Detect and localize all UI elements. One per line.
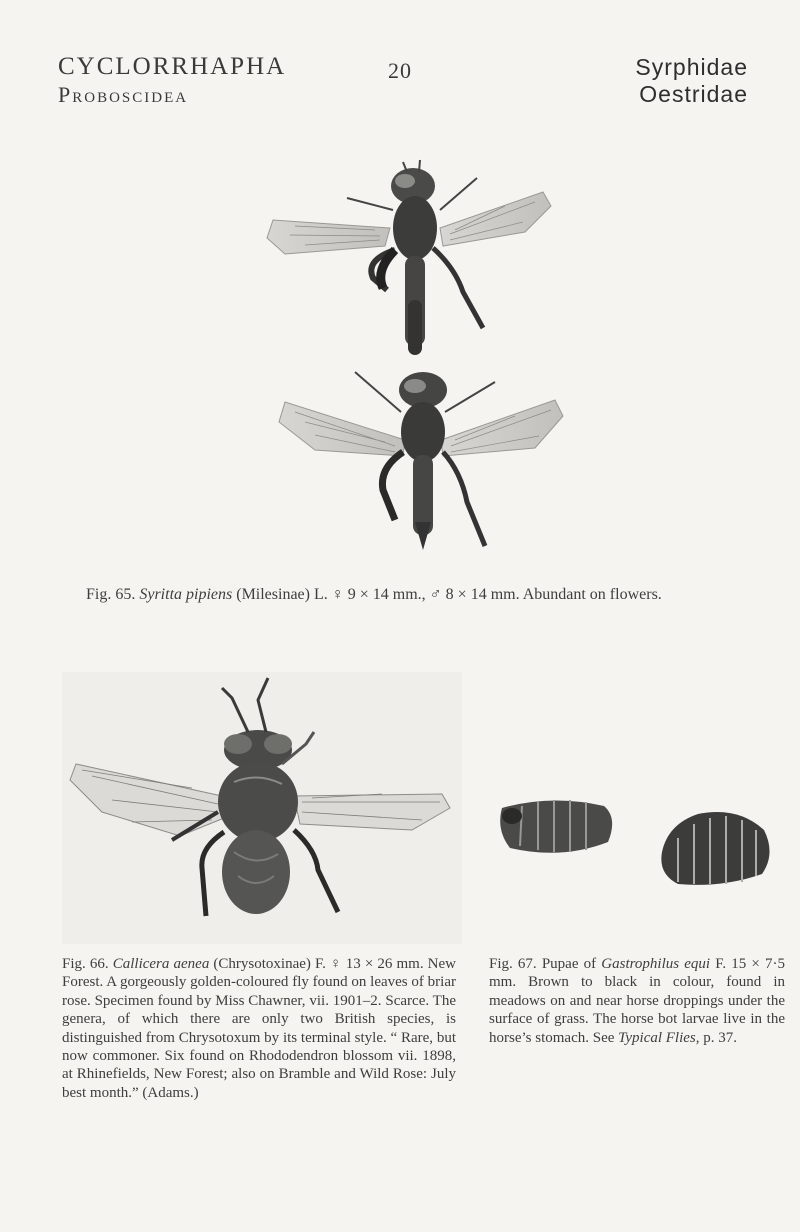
fig67-species: Gastrophilus equi [601, 956, 711, 972]
order-title: CYCLORRHAPHA [58, 53, 287, 80]
suborder-title: Proboscidea [58, 82, 189, 107]
fig67-label: Fig. 67. [489, 956, 537, 972]
fig65-caption [86, 586, 746, 604]
pupa-left [500, 800, 612, 853]
fig66-plate [62, 672, 462, 944]
running-head-right [635, 54, 748, 108]
gastrophilus-pupae-photo [492, 790, 782, 900]
fig65-plate [255, 150, 575, 560]
syritta-male [279, 372, 563, 550]
fig67-plate [492, 790, 782, 900]
fig67-text-3: , p. 37. [695, 1029, 738, 1046]
fig66-species: Callicera aenea [112, 956, 210, 972]
fig66-caption [62, 955, 456, 1102]
callicera-aenea-photo [62, 672, 462, 944]
family-title-1: Syrphidae [635, 54, 748, 80]
page-number: 20 [388, 58, 412, 83]
fig65-species: Syritta pipiens [139, 586, 233, 603]
syritta-female [267, 160, 551, 355]
fig67-text-2: F. 15 × 7·5 mm. Brown to black in colour, found in meadows on and near horse droppings under the surface of grass. The horse bot larvae live in the horse’s stomach. See [489, 956, 785, 1046]
fig67-reference-title: Typical Flies [618, 1029, 696, 1046]
fig66-label: Fig. 66. [62, 956, 109, 972]
syritta-pipiens-photo [255, 150, 575, 560]
fig66-description: (Chrysotoxinae) F. ♀ 13 × 26 mm. New Forest. A gorgeously golden-coloured fly found on leaves of briar rose. Specimen found by Miss Chawner, vii. 1901–2. Scarce. The genera, of which there are only two British species, is distinguished from Chrysotoxum by its terminal style. “ Rare, but now commoner. Six found on Rhododendron blossom vii. 1898, at Rhinefields, New Forest; also on Bramble and Wild Rose: July best month.” (Adams.) [62, 956, 457, 1101]
fig65-label: Fig. 65. [86, 586, 136, 603]
pupa-right [661, 812, 769, 885]
family-title-2: Oestridae [639, 81, 748, 107]
fig67-caption [489, 955, 785, 1047]
fig67-text-1: Pupae of [536, 956, 602, 972]
fig65-description: (Milesinae) L. ♀ 9 × 14 mm., ♂ 8 × 14 mm. Abundant on flowers. [232, 586, 662, 603]
